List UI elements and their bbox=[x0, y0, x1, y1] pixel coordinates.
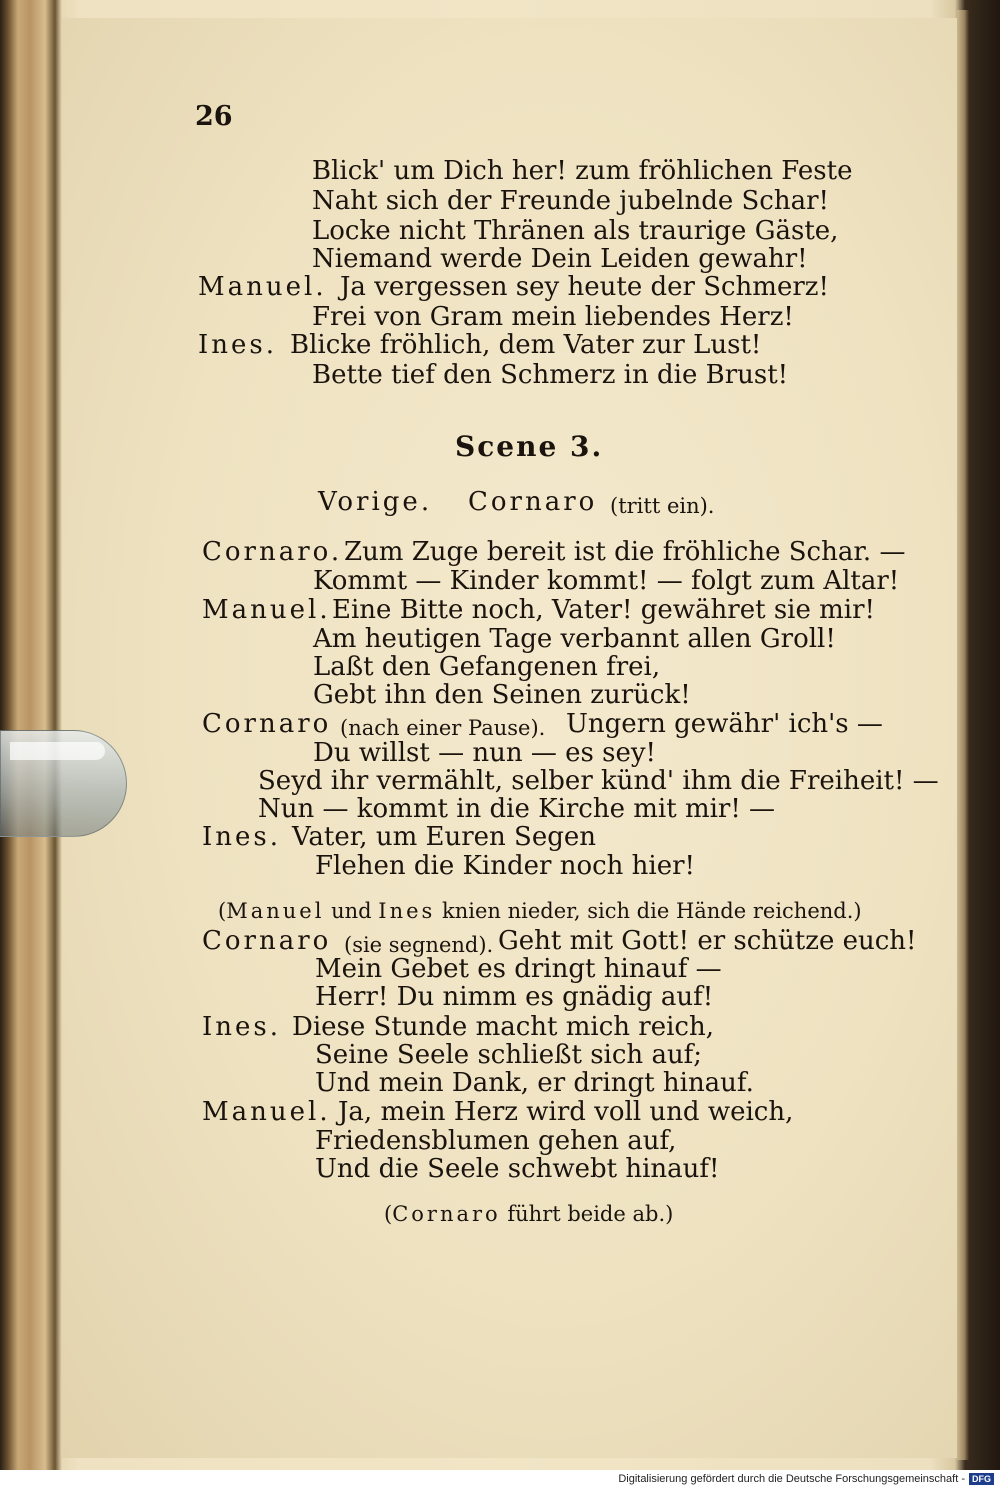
stage-direction: (tritt ein). bbox=[610, 494, 715, 518]
verse-line: Diese Stunde macht mich reich, bbox=[292, 1012, 715, 1042]
verse-line: Eine Bitte noch, Vater! gewähret sie mir! bbox=[332, 595, 875, 625]
cast-previous: Vorige. bbox=[318, 487, 433, 517]
stage-direction-name: Manuel bbox=[226, 899, 325, 923]
verse-line: Nun — kommt in die Kirche mit mir! — bbox=[258, 794, 776, 824]
speaker-name: Cornaro bbox=[202, 709, 332, 739]
speaker-name: Manuel. bbox=[198, 272, 327, 302]
stage-direction: (sie segnend). bbox=[344, 933, 494, 957]
verse-line: Mein Gebet es dringt hinauf — bbox=[315, 954, 722, 984]
verse-line: Blicke fröhlich, dem Vater zur Lust! bbox=[290, 330, 762, 360]
speaker-name: Ines. bbox=[202, 1012, 282, 1042]
verse-line: Seine Seele schließt sich auf; bbox=[315, 1040, 703, 1070]
page-number: 26 bbox=[195, 101, 233, 132]
speaker-name: Cornaro. bbox=[202, 537, 343, 567]
speaker-name: Ines. bbox=[198, 330, 278, 360]
speaker-name: Cornaro bbox=[202, 926, 332, 956]
page-clip-highlight bbox=[10, 742, 105, 760]
cast-name: Cornaro bbox=[468, 487, 598, 517]
stage-direction-name: Ines bbox=[378, 899, 436, 923]
verse-line: Gebt ihn den Seinen zurück! bbox=[313, 680, 691, 710]
dfg-logo: DFG bbox=[969, 1473, 994, 1485]
verse-line: Geht mit Gott! er schütze euch! bbox=[498, 926, 917, 956]
verse-line: Ungern gewähr' ich's — bbox=[566, 709, 883, 739]
footer-bar bbox=[0, 1470, 1000, 1488]
stage-direction-open: ( bbox=[218, 899, 227, 923]
verse-line: Blick' um Dich her! zum fröhlichen Feste bbox=[312, 156, 853, 186]
speaker-name: Manuel. bbox=[202, 1097, 331, 1127]
verse-line: Friedensblumen gehen auf, bbox=[315, 1126, 677, 1156]
stage-direction: (nach einer Pause). bbox=[340, 716, 546, 740]
verse-line: Frei von Gram mein liebendes Herz! bbox=[312, 302, 794, 332]
verse-line: Und mein Dank, er dringt hinauf. bbox=[315, 1068, 754, 1098]
verse-line: Laßt den Gefangenen frei, bbox=[313, 652, 661, 682]
scene-heading: Scene 3. bbox=[455, 430, 604, 463]
verse-line: Naht sich der Freunde jubelnde Schar! bbox=[312, 186, 829, 216]
verse-line: Kommt — Kinder kommt! — folgt zum Altar! bbox=[313, 566, 900, 596]
verse-line: Flehen die Kinder noch hier! bbox=[315, 851, 695, 881]
verse-line: Herr! Du nimm es gnädig auf! bbox=[315, 982, 714, 1012]
verse-line: Du willst — nun — es sey! bbox=[313, 738, 657, 768]
stage-direction-text: und bbox=[331, 899, 372, 923]
verse-line: Niemand werde Dein Leiden gewahr! bbox=[312, 244, 808, 274]
next-page-edge bbox=[957, 10, 969, 1460]
verse-line: Zum Zuge bereit ist die fröhliche Schar. — bbox=[344, 537, 906, 567]
verse-line: Vater, um Euren Segen bbox=[292, 822, 597, 852]
verse-line: Locke nicht Thränen als traurige Gäste, bbox=[312, 216, 839, 246]
footer-credit: Digitalisierung gefördert durch die Deutsche Forschungsgemeinschaft - bbox=[618, 1473, 965, 1485]
speaker-name: Manuel. bbox=[202, 595, 331, 625]
verse-line: Bette tief den Schmerz in die Brust! bbox=[312, 360, 789, 390]
stage-direction-name: Cornaro bbox=[392, 1202, 501, 1226]
stage-direction-text: führt beide ab.) bbox=[507, 1202, 674, 1226]
stage-direction bbox=[218, 897, 862, 926]
verse-line: Ja, mein Herz wird voll und weich, bbox=[338, 1097, 794, 1127]
verse-line: Und die Seele schwebt hinauf! bbox=[315, 1154, 720, 1184]
speaker-name: Ines. bbox=[202, 822, 282, 852]
stage-direction-open: ( bbox=[384, 1202, 393, 1226]
verse-line: Ja vergessen sey heute der Schmerz! bbox=[340, 272, 829, 302]
verse-line: Seyd ihr vermählt, selber künd' ihm die Freiheit! — bbox=[258, 766, 939, 796]
verse-line: Am heutigen Tage verbannt allen Groll! bbox=[313, 624, 836, 654]
stage-direction bbox=[384, 1200, 673, 1229]
stage-direction-text: knien nieder, sich die Hände reichend.) bbox=[442, 899, 862, 923]
